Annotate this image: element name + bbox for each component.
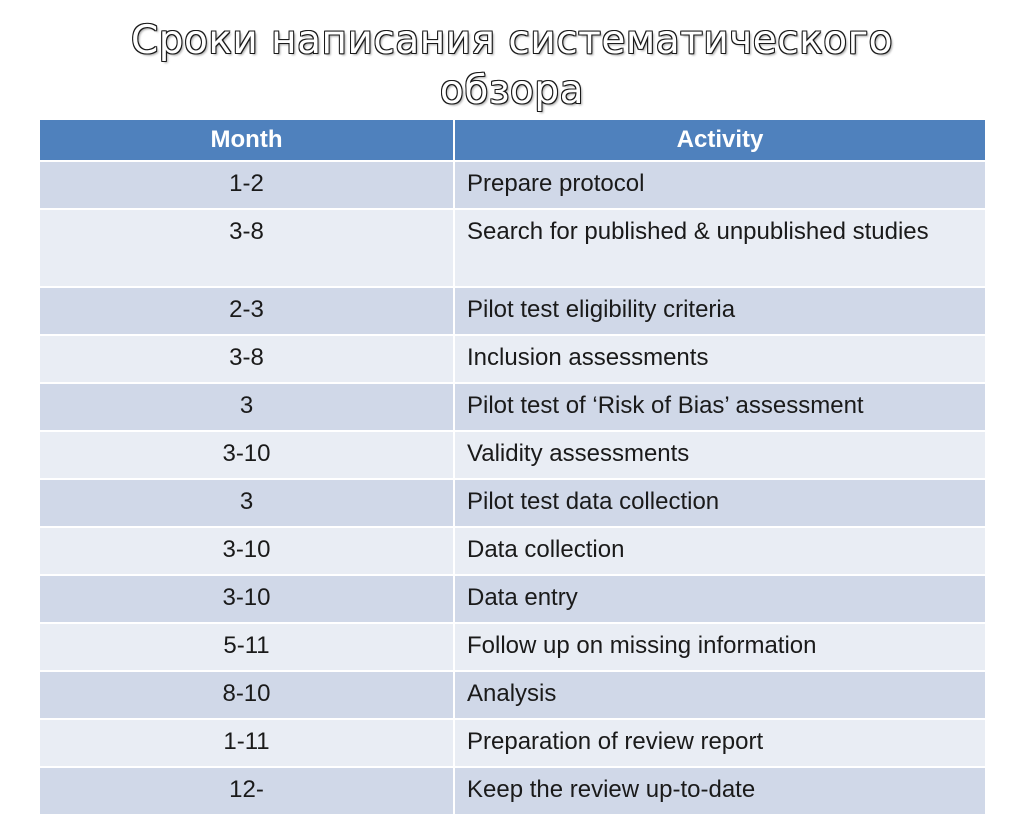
slide-title [0, 16, 1024, 116]
table-row [40, 335, 985, 383]
table-row [40, 431, 985, 479]
table-header-row [40, 120, 985, 161]
month-cell: 3-8 [40, 335, 454, 383]
activity-cell: Pilot test of ‘Risk of Bias’ assessment [454, 383, 985, 431]
activity-cell: Keep the review up-to-date [454, 767, 985, 814]
activity-cell: Analysis [454, 671, 985, 719]
table-row [40, 527, 985, 575]
month-cell: 8-10 [40, 671, 454, 719]
month-cell: 12- [40, 767, 454, 814]
activity-cell: Data collection [454, 527, 985, 575]
table-row [40, 209, 985, 287]
table-row [40, 671, 985, 719]
activity-cell: Search for published & unpublished studies [454, 209, 985, 287]
activity-cell: Prepare protocol [454, 161, 985, 209]
table-row [40, 383, 985, 431]
table-row [40, 767, 985, 814]
month-cell: 3-10 [40, 527, 454, 575]
activity-cell: Pilot test data collection [454, 479, 985, 527]
month-cell: 1-2 [40, 161, 454, 209]
month-cell: 3-10 [40, 575, 454, 623]
month-cell: 2-3 [40, 287, 454, 335]
month-cell: 1-11 [40, 719, 454, 767]
table-row [40, 479, 985, 527]
table-row [40, 287, 985, 335]
table-row [40, 575, 985, 623]
schedule-table [40, 120, 985, 814]
activity-cell: Follow up on missing information [454, 623, 985, 671]
activity-cell: Data entry [454, 575, 985, 623]
month-cell: 3 [40, 383, 454, 431]
slide-title-line-2: обзора [439, 68, 585, 113]
activity-cell: Preparation of review report [454, 719, 985, 767]
table-row [40, 161, 985, 209]
activity-cell: Inclusion assessments [454, 335, 985, 383]
slide-title-line-1: Сроки написания систематического [130, 18, 893, 63]
activity-cell: Validity assessments [454, 431, 985, 479]
month-cell: 5-11 [40, 623, 454, 671]
table-row [40, 719, 985, 767]
column-header-month: Month [40, 120, 454, 161]
activity-cell: Pilot test eligibility criteria [454, 287, 985, 335]
month-cell: 3-8 [40, 209, 454, 287]
column-header-activity: Activity [454, 120, 985, 161]
table-row [40, 623, 985, 671]
month-cell: 3 [40, 479, 454, 527]
month-cell: 3-10 [40, 431, 454, 479]
